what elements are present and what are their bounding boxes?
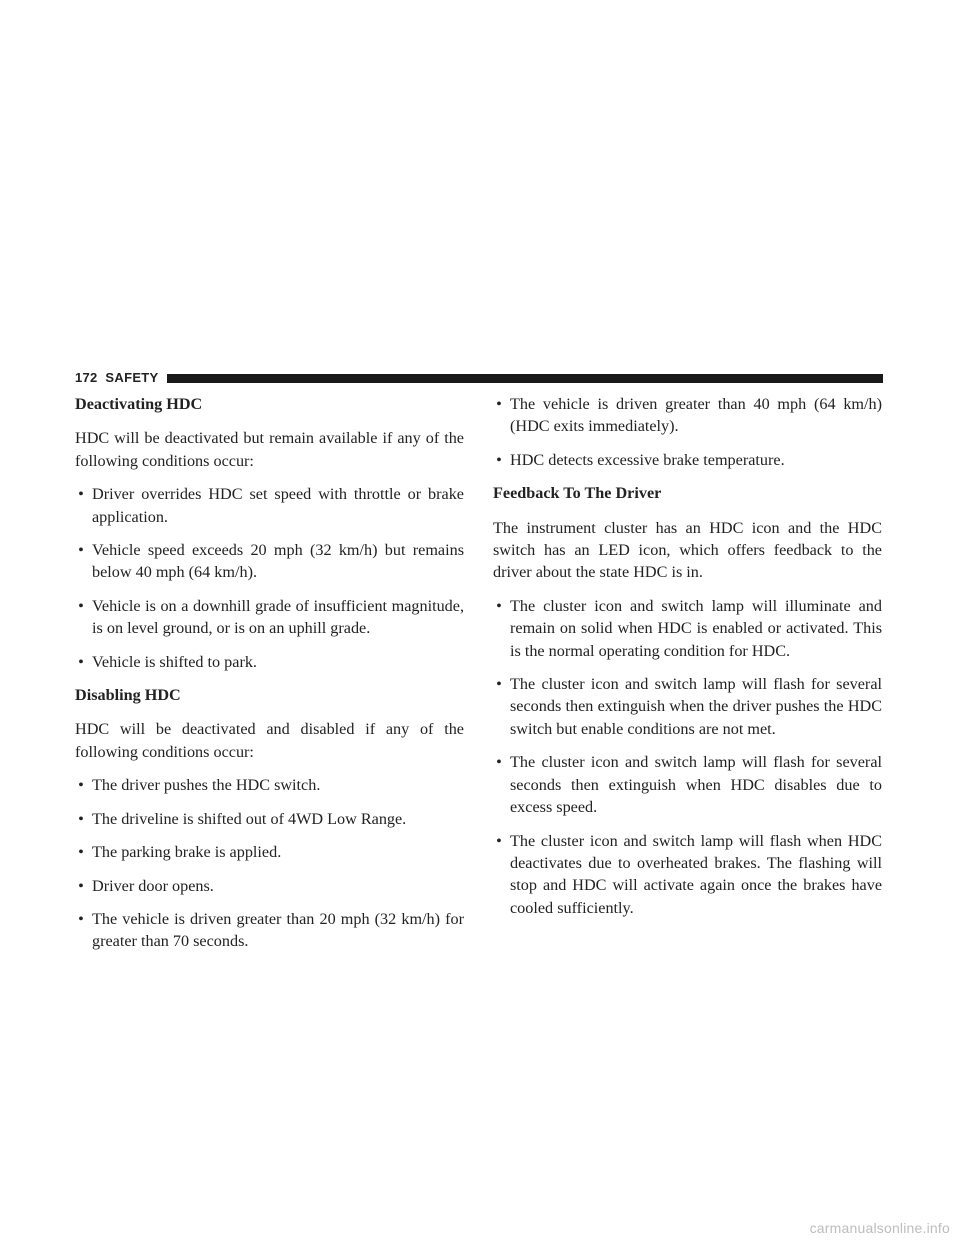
bullet: • xyxy=(78,485,84,504)
list-item xyxy=(75,841,464,863)
deactivating-heading: Deactivating HDC xyxy=(75,395,203,413)
list-item-text: Vehicle speed exceeds 20 mph (32 km/h) but remains below 40 mph (64 km/h). xyxy=(92,541,464,582)
list-item xyxy=(75,595,464,640)
section-title: SAFETY xyxy=(105,370,159,385)
list-item-text: Vehicle is on a downhill grade of insufficient magnitude, is on level ground, or is on an uphill grade. xyxy=(92,596,464,638)
header-rule xyxy=(167,374,883,383)
right-column xyxy=(493,393,882,930)
list-item xyxy=(493,449,882,471)
feedback-heading: Feedback To The Driver xyxy=(493,484,662,503)
deactivating-intro: HDC will be deactivated but remain available if any of the following conditions occur: xyxy=(75,429,464,470)
list-item xyxy=(75,808,464,830)
page-header xyxy=(75,370,883,386)
list-item xyxy=(75,483,464,528)
continued-list xyxy=(493,393,882,471)
list-item-text: The driveline is shifted out of 4WD Low Range. xyxy=(92,809,407,828)
bullet: • xyxy=(78,876,84,895)
list-item xyxy=(493,393,882,438)
list-item-text: The vehicle is driven greater than 40 mph (64 km/h) (HDC exits immediately). xyxy=(510,395,882,436)
list-item xyxy=(493,595,882,662)
disabling-list xyxy=(75,774,464,952)
bullet: • xyxy=(496,753,502,772)
bullet: • xyxy=(496,596,502,615)
deactivating-list xyxy=(75,483,464,673)
list-item-text: Driver door opens. xyxy=(92,876,214,895)
list-item xyxy=(493,751,882,818)
bullet: • xyxy=(78,596,84,615)
feedback-list xyxy=(493,595,882,919)
list-item-text: The cluster icon and switch lamp will illuminate and remain on solid when HDC is enabled or activated. This is the normal operating condition for HDC. xyxy=(510,596,882,660)
list-item-text: The parking brake is applied. xyxy=(92,843,282,862)
list-item xyxy=(493,830,882,920)
list-item-text: The cluster icon and switch lamp will flash when HDC deactivates due to overheated brakes. The flashing will stop and HDC will activate again once the brakes have cooled sufficiently. xyxy=(510,831,882,917)
bullet: • xyxy=(78,776,84,795)
list-item-text: The vehicle is driven greater than 20 mph (32 km/h) for greater than 70 seconds. xyxy=(92,909,464,951)
left-column xyxy=(75,393,464,964)
bullet: • xyxy=(78,541,84,560)
list-item xyxy=(75,539,464,584)
list-item-text: Driver overrides HDC set speed with throttle or brake application. xyxy=(92,485,464,526)
list-item-text: The driver pushes the HDC switch. xyxy=(92,776,321,795)
bullet: • xyxy=(496,450,502,469)
list-item xyxy=(493,673,882,740)
list-item-text: The cluster icon and switch lamp will flash for several seconds then extinguish when the driver pushes the HDC switch but enable conditions are not met. xyxy=(510,675,882,738)
feedback-intro: The instrument cluster has an HDC icon and the HDC switch has an LED icon, which offers feedback to the driver about the state HDC is in. xyxy=(493,518,882,582)
page-number: 172 xyxy=(75,370,98,385)
list-item xyxy=(75,908,464,953)
list-item-text: HDC detects excessive brake temperature. xyxy=(510,450,785,469)
bullet: • xyxy=(496,831,502,850)
list-item xyxy=(75,875,464,897)
bullet: • xyxy=(496,675,502,694)
bullet: • xyxy=(78,809,84,828)
page-number-section xyxy=(75,370,159,386)
list-item-text: The cluster icon and switch lamp will flash for several seconds then extinguish when HDC disables due to excess speed. xyxy=(510,753,882,817)
list-item xyxy=(75,651,464,673)
disabling-intro: HDC will be deactivated and disabled if any of the following conditions occur: xyxy=(75,720,464,761)
watermark: carmanualsonline.info xyxy=(809,1220,950,1236)
bullet: • xyxy=(78,909,84,928)
list-item xyxy=(75,774,464,796)
disabling-heading: Disabling HDC xyxy=(75,686,181,705)
bullet: • xyxy=(78,843,84,862)
bullet: • xyxy=(496,395,502,413)
bullet: • xyxy=(78,652,84,671)
list-item-text: Vehicle is shifted to park. xyxy=(92,652,257,671)
